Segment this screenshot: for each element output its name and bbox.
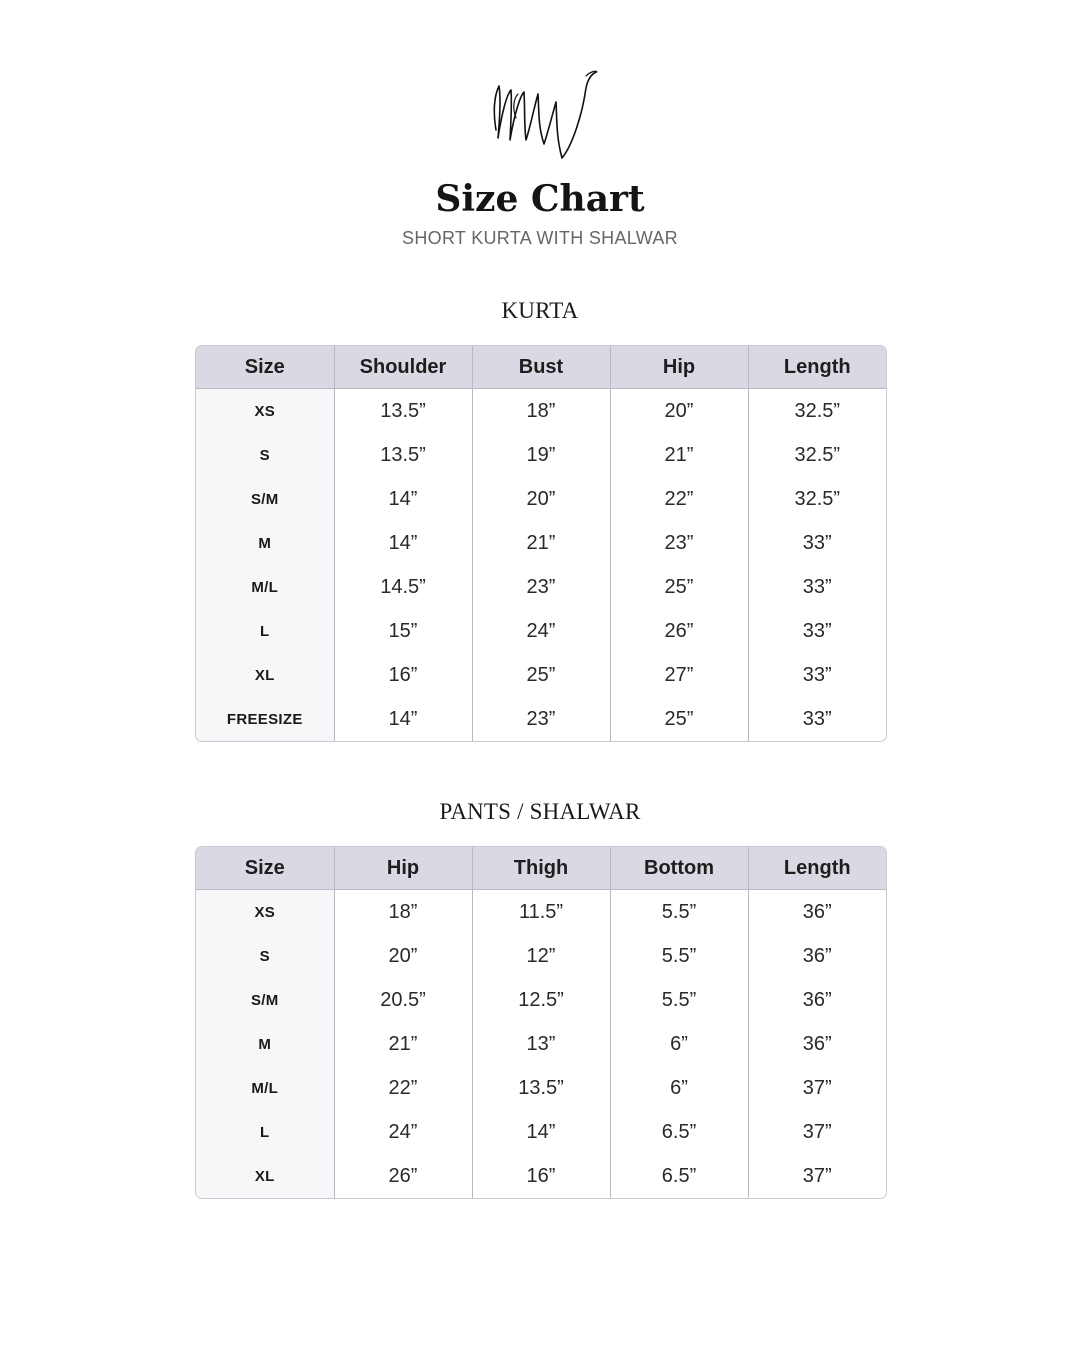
table-cell: 13.5”	[334, 389, 472, 434]
table-cell: 20”	[610, 389, 748, 434]
size-label: XL	[196, 1154, 334, 1198]
size-label: XS	[196, 389, 334, 434]
table-cell: 26”	[334, 1154, 472, 1198]
table-cell: 5.5”	[610, 934, 748, 978]
size-label: S/M	[196, 978, 334, 1022]
table-cell: 5.5”	[610, 978, 748, 1022]
table-cell: 36”	[802, 944, 832, 967]
pants-size-table	[195, 846, 887, 1199]
table-cell: 27”	[610, 653, 748, 697]
table-row	[196, 1066, 886, 1110]
table-cell: 24”	[334, 1110, 472, 1154]
table-row	[196, 609, 886, 653]
table-row	[196, 433, 886, 477]
table-cell: 20”	[334, 934, 472, 978]
size-label: S	[196, 433, 334, 477]
table-cell: 14.5”	[334, 565, 472, 609]
table-row	[196, 653, 886, 697]
table-cell: 14”	[334, 477, 472, 521]
table-cell: 11.5”	[472, 890, 610, 935]
table-cell: 14”	[472, 1110, 610, 1154]
column-header-size: Size	[196, 346, 334, 389]
table-cell: 33”	[802, 663, 832, 686]
table-cell: 20.5”	[334, 978, 472, 1022]
table-header-row	[196, 346, 886, 389]
table-row	[196, 934, 886, 978]
kurta-section-heading: KURTA	[501, 298, 579, 323]
table-cell: 25”	[610, 697, 748, 741]
table-cell: 15”	[334, 609, 472, 653]
table-cell: 23”	[472, 697, 610, 741]
table-cell: 13”	[472, 1022, 610, 1066]
size-label: M/L	[196, 1066, 334, 1110]
page-subtitle: SHORT KURTA WITH SHALWAR	[402, 228, 678, 248]
table-cell: 21”	[610, 433, 748, 477]
size-label: M	[196, 1022, 334, 1066]
table-cell: 32.5”	[794, 487, 841, 510]
table-cell: 21”	[334, 1022, 472, 1066]
table-row	[196, 697, 886, 741]
table-cell: 20”	[472, 477, 610, 521]
table-cell: 32.5”	[794, 399, 841, 422]
column-header-length: Length	[748, 346, 886, 389]
size-label: L	[196, 1110, 334, 1154]
table-cell: 33”	[802, 531, 832, 554]
size-label: XS	[196, 890, 334, 935]
table-header-row	[196, 847, 886, 890]
table-row	[196, 1110, 886, 1154]
column-header-bust: Bust	[472, 346, 610, 389]
size-label: S	[196, 934, 334, 978]
table-cell: 12”	[472, 934, 610, 978]
table-cell: 24”	[472, 609, 610, 653]
pants-section-heading: PANTS / SHALWAR	[439, 799, 641, 824]
table-cell: 13.5”	[472, 1066, 610, 1110]
table-cell: 25”	[610, 565, 748, 609]
table-cell: 6”	[610, 1066, 748, 1110]
mw-signature-logo-icon	[486, 68, 598, 162]
table-cell: 19”	[472, 433, 610, 477]
size-label: L	[196, 609, 334, 653]
table-row	[196, 1154, 886, 1198]
column-header-size: Size	[196, 847, 334, 890]
column-header-hip: Hip	[610, 346, 748, 389]
table-cell: 26”	[610, 609, 748, 653]
table-cell: 33”	[802, 707, 832, 730]
table-cell: 23”	[610, 521, 748, 565]
page-title: Size Chart	[435, 178, 645, 220]
table-cell: 23”	[472, 565, 610, 609]
column-header-length: Length	[748, 847, 886, 890]
table-cell: 37”	[802, 1164, 832, 1187]
table-cell: 14”	[334, 697, 472, 741]
table-row	[196, 978, 886, 1022]
table-cell: 16”	[472, 1154, 610, 1198]
column-header-hip: Hip	[334, 847, 472, 890]
table-cell: 22”	[334, 1066, 472, 1110]
table-row	[196, 477, 886, 521]
table-cell: 33”	[802, 575, 832, 598]
table-cell: 36”	[802, 1032, 832, 1055]
column-header-shoulder: Shoulder	[334, 346, 472, 389]
table-row	[196, 890, 886, 935]
size-label: XL	[196, 653, 334, 697]
size-label: S/M	[196, 477, 334, 521]
table-cell: 22”	[610, 477, 748, 521]
size-label: FREESIZE	[196, 697, 334, 741]
table-cell: 16”	[334, 653, 472, 697]
table-cell: 18”	[472, 389, 610, 434]
size-label: M	[196, 521, 334, 565]
table-cell: 37”	[802, 1120, 832, 1143]
table-cell: 36”	[802, 988, 832, 1011]
table-cell: 13.5”	[334, 433, 472, 477]
table-cell: 18”	[334, 890, 472, 935]
table-row	[196, 565, 886, 609]
table-row	[196, 389, 886, 434]
size-label: M/L	[196, 565, 334, 609]
column-header-thigh: Thigh	[472, 847, 610, 890]
table-cell: 6”	[610, 1022, 748, 1066]
table-row	[196, 1022, 886, 1066]
table-cell: 37”	[802, 1076, 832, 1099]
table-cell: 21”	[472, 521, 610, 565]
table-cell: 6.5”	[610, 1154, 748, 1198]
column-header-bottom: Bottom	[610, 847, 748, 890]
table-cell: 33”	[802, 619, 832, 642]
table-cell: 25”	[472, 653, 610, 697]
table-cell: 6.5”	[610, 1110, 748, 1154]
table-cell: 36”	[802, 900, 832, 923]
kurta-size-table	[195, 345, 887, 742]
table-cell: 5.5”	[610, 890, 748, 935]
table-cell: 14”	[334, 521, 472, 565]
table-cell: 12.5”	[472, 978, 610, 1022]
table-row	[196, 521, 886, 565]
table-cell: 32.5”	[794, 443, 841, 466]
